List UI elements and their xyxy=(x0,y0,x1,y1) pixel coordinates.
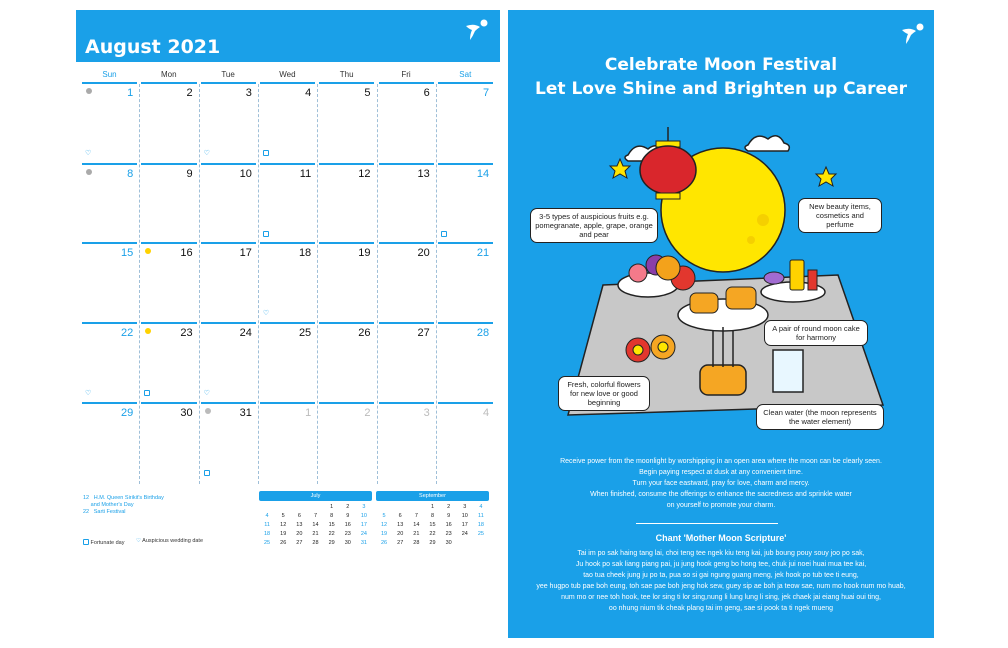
mini-calendar-day: 30 xyxy=(344,540,351,546)
calendar-day[interactable]: 2 xyxy=(364,407,371,419)
mini-calendar-day: 11 xyxy=(478,513,484,519)
mini-calendar-day: 5 xyxy=(281,513,285,519)
mini-calendar-day: 26 xyxy=(381,540,388,546)
week-row-line xyxy=(141,82,196,84)
poster-title-line1: Celebrate Moon Festival xyxy=(604,55,838,75)
mini-calendar-day xyxy=(457,540,473,546)
mini-calendar-day: 6 xyxy=(297,513,301,519)
mini-calendar-day: 21 xyxy=(312,531,319,537)
mini-calendar-day: 17 xyxy=(461,522,468,528)
mini-calendar-day: 9 xyxy=(346,513,350,519)
mini-calendar-day: 23 xyxy=(445,531,452,537)
calendar-day[interactable]: 23 xyxy=(180,327,193,339)
calendar-day[interactable]: 25 xyxy=(298,327,312,339)
mini-calendar-day: 10 xyxy=(461,513,468,519)
mini-calendar-day: 14 xyxy=(312,522,319,528)
calendar-day[interactable]: 3 xyxy=(423,407,430,419)
mini-calendar-september xyxy=(376,491,489,546)
week-row-line xyxy=(201,82,256,84)
divider xyxy=(636,523,778,524)
callout-flowers: Fresh, colorful flowers for new love or good beginning xyxy=(558,376,650,411)
mini-calendar-day: 20 xyxy=(296,531,303,537)
calendar-day[interactable]: 15 xyxy=(121,247,134,259)
callout-beauty: New beauty items, cosmetics and perfume xyxy=(798,198,882,233)
chant-text: Tai im po sak haing tang lai, choi teng tee ngek kiu teng kai, jub boung pouy souy joo po sak, Ju hook po sak liang piang pai, ju jung hook geng bo hong tee, chuk jui noei huai mua tee kai, tao tua cheek jung ju po ta, pua so si gai ngung guang meng, jek hook po tub tee ti eung, yee hugpo tub pae boh eung, toh sae pae boh jeng hok sew, guey sip ae boh ja teow sae, num mo hook num mo huab, num mo or nee toh hook, tee lor sing ti lor sing,nung li lung lung li sing, jek chaek jai eiang huai oui ting, oo nhung nium tik cheak plang tai im geng, sae si pook ta ti ngek mueng xyxy=(536,550,906,612)
calendar-day[interactable]: 21 xyxy=(476,247,490,259)
calendar-day[interactable]: 4 xyxy=(305,87,312,99)
week-row-line xyxy=(319,402,374,404)
week-row-line xyxy=(82,163,137,165)
week-row-line xyxy=(82,322,137,324)
week-row-line xyxy=(438,402,493,404)
brand-logo-icon xyxy=(464,18,490,42)
mini-calendar-day xyxy=(259,504,275,510)
mini-calendar-day: 29 xyxy=(328,540,335,546)
callout-fruits: 3-5 types of auspicious fruits e.g. pomegranate, apple, grape, orange and pear xyxy=(530,208,658,243)
calendar-day[interactable]: 2 xyxy=(186,87,193,99)
week-row-line xyxy=(82,242,137,244)
week-row-line xyxy=(438,322,493,324)
week-row-line xyxy=(319,82,374,84)
mini-calendar-day: 20 xyxy=(397,531,404,537)
calendar-mark-icon xyxy=(204,470,210,476)
mini-calendar-day: 30 xyxy=(445,540,452,546)
calendar-day[interactable]: 4 xyxy=(482,407,490,419)
calendar-day[interactable]: 26 xyxy=(358,327,371,339)
legend-fortunate: Fortunate day xyxy=(83,538,124,546)
mini-calendar-day: 21 xyxy=(413,531,420,537)
mini-calendar-day: 4 xyxy=(265,513,269,519)
weekday-header: Fri xyxy=(401,70,411,79)
note-day-22: 22 Sarti Festival xyxy=(83,509,126,515)
calendar-mark-icon xyxy=(144,390,150,396)
mini-calendar-day: 15 xyxy=(429,522,436,528)
moon-phase-icon xyxy=(86,88,92,94)
water-glass xyxy=(773,350,803,392)
week-row-line xyxy=(319,163,374,165)
mini-calendar-day: 13 xyxy=(397,522,404,528)
mini-calendar-day xyxy=(473,540,489,546)
column-divider xyxy=(436,84,437,484)
calendar-day[interactable]: 28 xyxy=(476,327,490,339)
mini-calendar-day: 28 xyxy=(312,540,319,546)
week-row-line xyxy=(260,82,315,84)
heart-icon: ♡ xyxy=(85,150,92,157)
moon-phase-icon xyxy=(145,248,151,254)
mini-calendar-day: 1 xyxy=(430,504,435,510)
calendar-day[interactable]: 14 xyxy=(476,168,490,180)
mini-calendar-day: 19 xyxy=(381,531,388,537)
calendar-day[interactable]: 20 xyxy=(417,247,430,259)
mini-calendar-day: 10 xyxy=(360,513,367,519)
week-row-line xyxy=(141,242,196,244)
calendar-day[interactable]: 13 xyxy=(417,168,430,180)
calendar-mark-icon xyxy=(441,231,447,237)
calendar-day[interactable]: 8 xyxy=(127,168,134,180)
mini-calendar-july xyxy=(259,491,372,546)
poster-title-line2: Let Love Shine and Brighten up Career xyxy=(535,79,907,99)
week-row-line xyxy=(438,163,493,165)
mini-calendar-day: 11 xyxy=(264,522,270,528)
calendar-day[interactable]: 29 xyxy=(121,407,134,419)
mini-calendar-day: 31 xyxy=(360,540,367,546)
mini-calendar-day: 26 xyxy=(280,540,287,546)
mini-calendar-day: 23 xyxy=(344,531,351,537)
mini-calendar-day: 24 xyxy=(461,531,468,537)
moon-festival-poster xyxy=(508,10,934,638)
week-row-line xyxy=(141,402,196,404)
mini-calendar-day xyxy=(408,504,424,510)
week-row-line xyxy=(201,242,256,244)
mini-calendar-day xyxy=(291,504,307,510)
week-row-line xyxy=(260,242,315,244)
column-divider xyxy=(258,84,259,484)
mini-calendar-day: 6 xyxy=(398,513,402,519)
week-row-line xyxy=(201,163,256,165)
weekday-header: Sat xyxy=(459,70,472,79)
mini-calendar-day: 12 xyxy=(280,522,287,528)
heart-icon: ♡ xyxy=(203,390,210,397)
weekday-header: Sun xyxy=(102,70,117,79)
month-title: August 2021 xyxy=(85,36,221,58)
mini-calendar-title: July xyxy=(259,491,372,501)
calendar-day[interactable]: 1 xyxy=(305,407,312,419)
calendar-day[interactable]: 10 xyxy=(239,168,252,180)
week-row-line xyxy=(141,322,196,324)
note-day-12: 12 H.M. Queen Sirikit's Birthday xyxy=(83,495,164,501)
moon-phase-icon xyxy=(86,169,92,175)
column-divider xyxy=(317,84,318,484)
week-row-line xyxy=(438,242,493,244)
mini-calendar-day xyxy=(307,504,323,510)
calendar-day[interactable]: 31 xyxy=(239,407,252,419)
calendar-day[interactable]: 7 xyxy=(482,87,490,99)
calendar-day[interactable]: 19 xyxy=(358,247,371,259)
calendar-day[interactable]: 18 xyxy=(298,247,312,259)
mini-calendar-day: 2 xyxy=(346,504,350,510)
instructions-text: Receive power from the moonlight by worshipping in an open area where the moon can be clearly seen. Begin paying respect at dusk at any convenient time. Turn your face eastward, pray for love, charm and mercy. When finished, consume the offerings to enhance the sacredness and sprinkle water on yourself to promote your charm. xyxy=(560,458,882,509)
column-divider xyxy=(139,84,140,484)
calendar-day[interactable]: 12 xyxy=(358,168,371,180)
legend-wedding: ♡ Auspicious wedding date xyxy=(136,538,204,544)
callout-water: Clean water (the moon represents the water element) xyxy=(756,404,884,430)
star-icon xyxy=(816,167,836,186)
week-row-line xyxy=(201,322,256,324)
heart-icon: ♡ xyxy=(203,150,210,157)
mini-calendar-day: 15 xyxy=(328,522,335,528)
heart-icon: ♡ xyxy=(136,538,141,544)
calendar-mark-icon xyxy=(263,231,269,237)
mini-calendar-day xyxy=(392,504,408,510)
mini-calendar-day: 8 xyxy=(430,513,435,519)
column-divider xyxy=(199,84,200,484)
mini-calendar-day: 8 xyxy=(330,513,334,519)
calendar-day[interactable]: 11 xyxy=(299,168,312,180)
week-row-line xyxy=(379,242,434,244)
mini-calendar-day: 2 xyxy=(447,504,451,510)
week-row-line xyxy=(260,402,315,404)
mini-calendar-day: 5 xyxy=(382,513,386,519)
weekday-header: Mon xyxy=(161,70,177,79)
mini-calendar-day: 29 xyxy=(429,540,436,546)
calendar-page xyxy=(76,10,500,638)
calendar-header xyxy=(76,10,500,62)
mini-calendar-day: 9 xyxy=(447,513,451,519)
brand-logo-icon xyxy=(900,22,926,46)
weekday-header: Tue xyxy=(221,70,235,79)
mini-calendar-day: 18 xyxy=(264,531,271,537)
mini-calendar-day: 13 xyxy=(296,522,303,528)
mini-calendar-day: 25 xyxy=(264,540,271,546)
mini-calendar-day: 1 xyxy=(330,504,334,510)
week-row-line xyxy=(379,163,434,165)
calendar-day[interactable]: 30 xyxy=(180,407,193,419)
mini-calendar-day: 16 xyxy=(445,522,452,528)
mini-calendar-day: 16 xyxy=(344,522,351,528)
mini-calendar-day xyxy=(376,504,392,510)
calendar-day[interactable]: 3 xyxy=(245,87,252,99)
star-icon xyxy=(610,159,630,178)
cloud-icon xyxy=(745,136,789,151)
week-row-line xyxy=(379,82,434,84)
week-row-line xyxy=(438,82,493,84)
calendar-day[interactable]: 6 xyxy=(423,87,430,99)
mini-calendar-day: 7 xyxy=(414,513,418,519)
column-divider xyxy=(377,84,378,484)
chant-title: Chant 'Mother Moon Scripture' xyxy=(655,533,787,543)
week-row-line xyxy=(319,322,374,324)
mini-calendar-day: 3 xyxy=(362,504,366,510)
week-row-line xyxy=(319,242,374,244)
weekday-header: Wed xyxy=(279,70,296,79)
week-row-line xyxy=(379,322,434,324)
callout-mooncake: A pair of round moon cake for harmony xyxy=(764,320,868,346)
mini-calendar-day: 14 xyxy=(413,522,420,528)
week-row-line xyxy=(82,402,137,404)
calendar-day[interactable]: 27 xyxy=(417,327,430,339)
week-row-line xyxy=(141,163,196,165)
calendar-day[interactable]: 9 xyxy=(186,168,193,180)
moon-phase-icon xyxy=(145,328,151,334)
week-row-line xyxy=(260,322,315,324)
mini-calendar-day: 24 xyxy=(360,531,367,537)
mini-calendar-day: 27 xyxy=(397,540,404,546)
calendar-mark-icon xyxy=(263,150,269,156)
heart-icon: ♡ xyxy=(85,390,92,397)
week-row-line xyxy=(260,163,315,165)
mini-calendar-day: 19 xyxy=(280,531,287,537)
mini-calendar-day: 25 xyxy=(477,531,484,537)
week-row-line xyxy=(82,82,137,84)
mini-calendar-title: September xyxy=(376,491,489,501)
mini-calendar-day: 18 xyxy=(477,522,484,528)
mini-calendar-day: 12 xyxy=(381,522,388,528)
moon-phase-icon xyxy=(205,408,211,414)
mini-calendar-day: 17 xyxy=(360,522,367,528)
heart-icon: ♡ xyxy=(262,310,270,317)
mini-calendar-day: 7 xyxy=(313,513,318,519)
weekday-header: Thu xyxy=(339,70,354,79)
calendar-day[interactable]: 17 xyxy=(239,247,252,259)
mini-calendar-day: 22 xyxy=(429,531,436,537)
calendar-day[interactable]: 1 xyxy=(127,87,134,99)
week-row-line xyxy=(379,402,434,404)
mini-calendar-day xyxy=(275,504,291,510)
mini-calendar-day: 27 xyxy=(296,540,303,546)
lantern-icon xyxy=(640,146,696,194)
mini-calendar-day: 28 xyxy=(413,540,420,546)
calendar-day[interactable]: 16 xyxy=(180,247,193,259)
calendar-day[interactable]: 5 xyxy=(364,87,371,99)
calendar-mark-icon xyxy=(83,539,89,545)
week-row-line xyxy=(201,402,256,404)
mini-calendar-day: 3 xyxy=(463,504,467,510)
mini-calendar-day: 22 xyxy=(328,531,335,537)
calendar-day[interactable]: 24 xyxy=(239,327,252,339)
calendar-day[interactable]: 22 xyxy=(121,327,134,339)
mini-calendar-day: 4 xyxy=(479,504,483,510)
note-day-12-cont: and Mother's Day xyxy=(90,502,134,508)
